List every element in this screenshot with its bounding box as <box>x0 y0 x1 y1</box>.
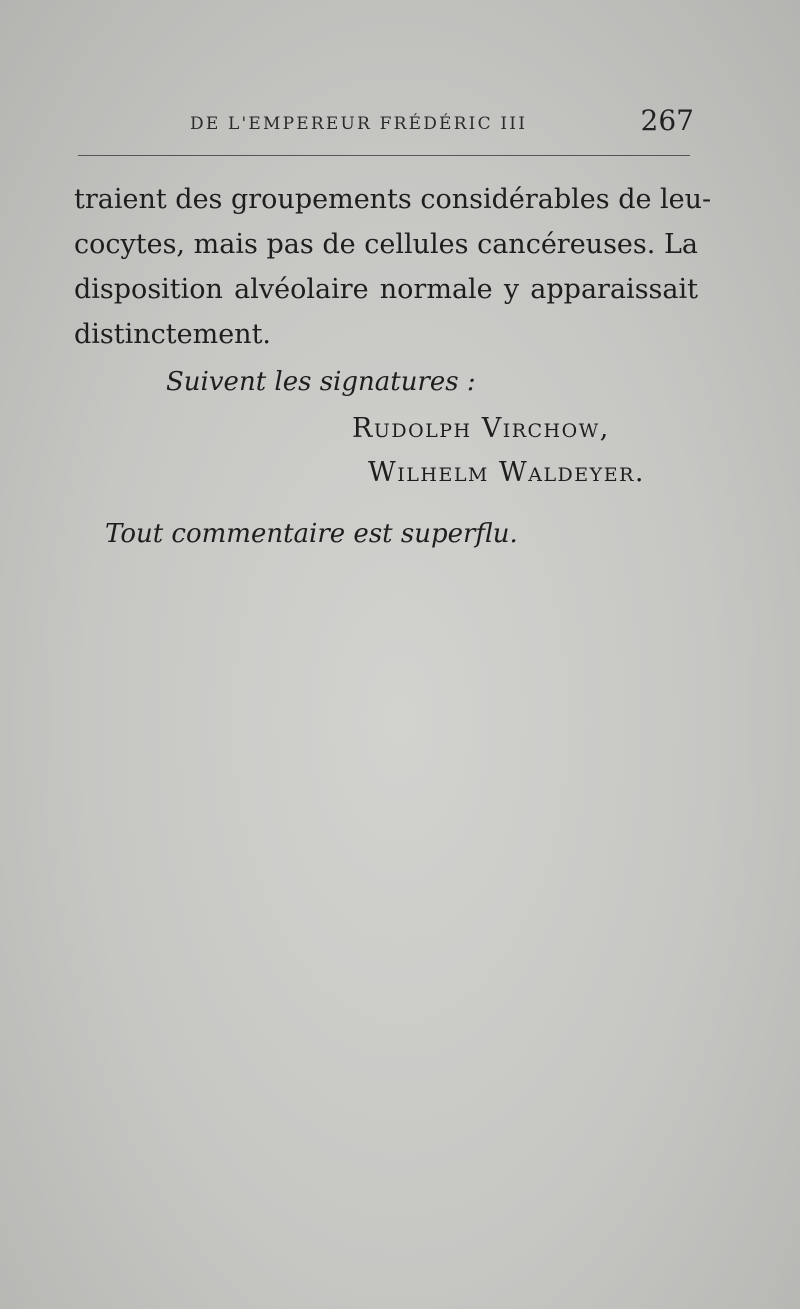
body-line: cocytes, mais pas de cellules cancéreuses. La <box>74 229 698 260</box>
signatures-intro: Suivent les signatures : <box>166 367 476 397</box>
signature-waldeyer: Wilhelm Waldeyer. <box>368 457 645 488</box>
body-line: disposition alvéolaire normale y apparaissait <box>74 274 698 305</box>
body-line: traient des groupements considérables de leu- <box>74 184 712 215</box>
page-number: 267 <box>640 104 694 137</box>
closing-remark: Tout commentaire est superflu. <box>105 519 518 549</box>
header-rule <box>78 155 690 156</box>
running-title: DE L'EMPEREUR FRÉDÉRIC III <box>190 114 528 134</box>
page-header <box>78 100 694 140</box>
body-paragraph <box>74 177 712 357</box>
body-line: distinctement. <box>74 319 272 350</box>
signature-virchow: Rudolph Virchow, <box>352 413 610 444</box>
